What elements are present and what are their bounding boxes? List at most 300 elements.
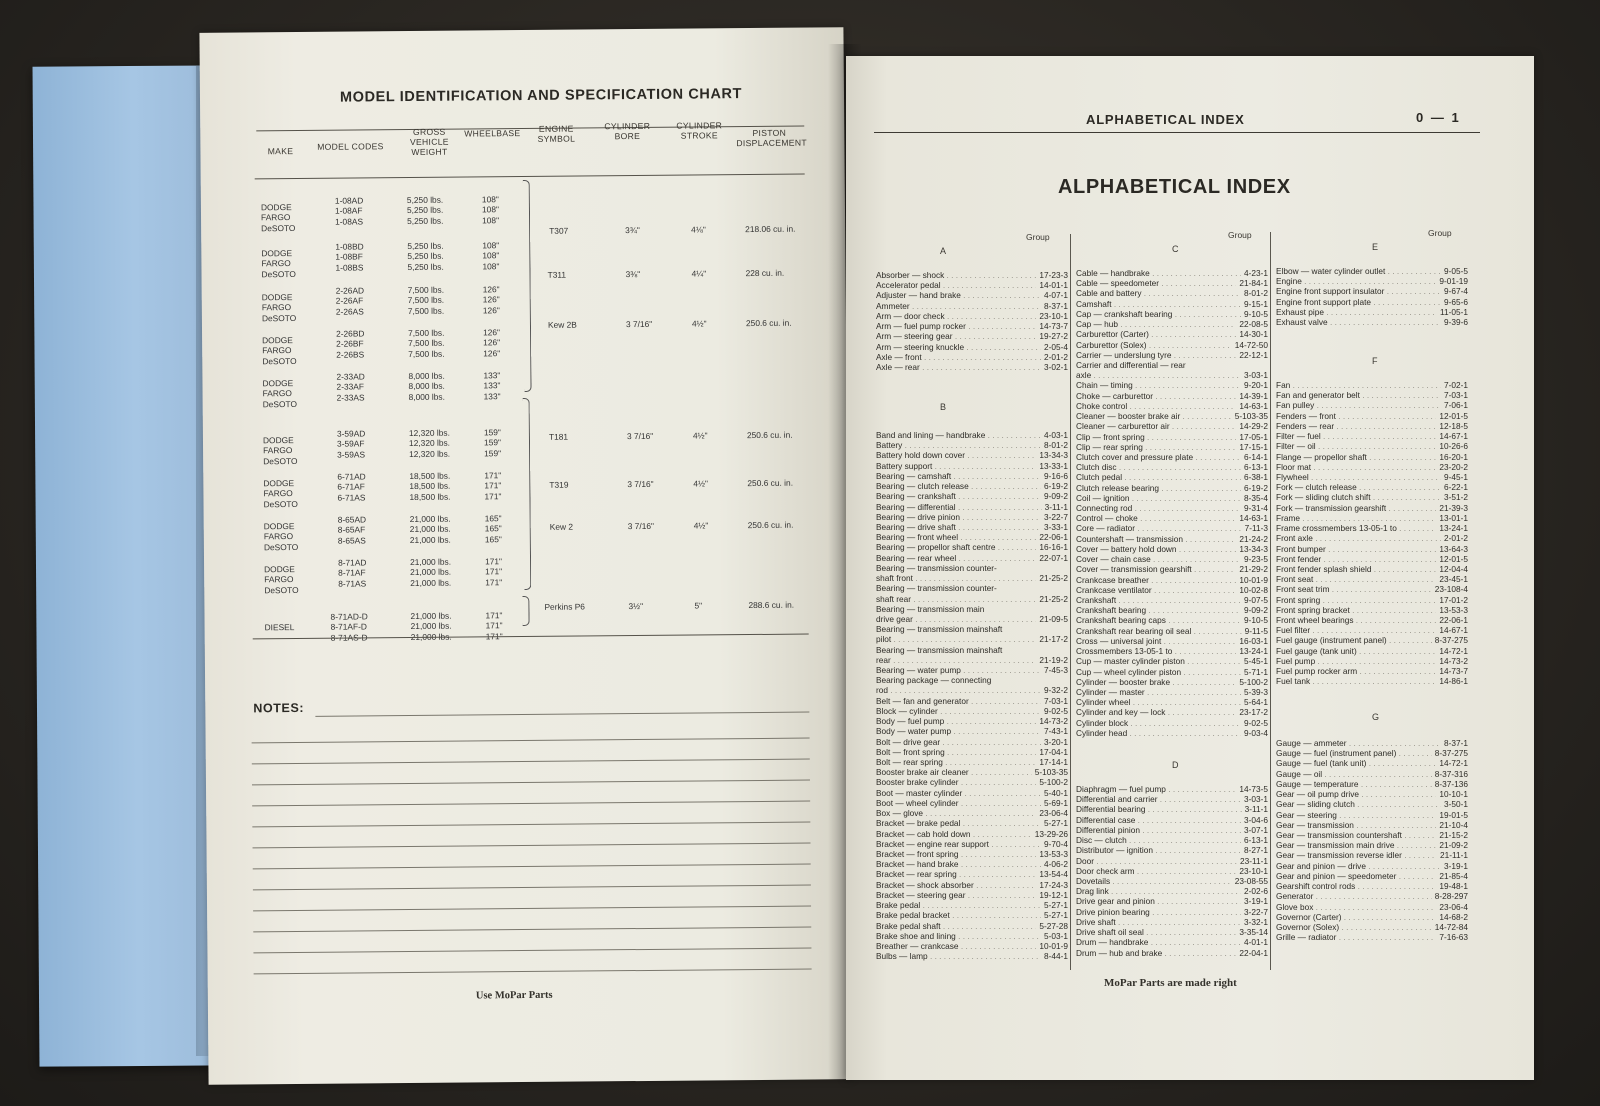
engine-symbol: T181 [548,431,569,442]
entry-subject: Flange — propellor shaft . . . [1276,452,1436,462]
entry-subject: Gauge — fuel (instrument panel) . . . [1276,748,1432,758]
entry-group-code: 8-01-2 [1244,288,1268,299]
make-name: DODGE [260,202,292,213]
index-entry [876,481,1068,491]
entry-group-code: 9-20-1 [1244,380,1268,391]
entry-subject: Carburettor (Solex) . . . [1076,340,1232,350]
entry-subject: Bracket — front spring . . . [876,849,1036,859]
entry-group-code: 5-103-35 [1234,411,1268,422]
section-letter: B [940,402,947,412]
entry-subject: Bearing — drive pinion . . . [876,512,1041,522]
index-entry [1276,317,1468,327]
group-column-heading: Group [1428,228,1452,238]
model-code: 8-71AD-D [330,611,368,622]
entry-subject: Clutch pedal . . . [1076,472,1241,482]
entry-subject: Booster brake cylinder . . . [876,777,1036,787]
model-codes-cell [336,328,406,360]
entry-subject: Bearing package — connecting [876,675,992,686]
index-entry [1076,784,1268,794]
left-footer: Use MoPar Parts [475,989,553,1002]
index-entry [876,716,1068,726]
column-header: MAKE [267,146,294,157]
model-code: 1-08BF [335,251,363,262]
entry-subject: Carburettor (Carter) . . . [1076,329,1236,339]
group-brace [523,180,532,392]
entry-group-code: 7-02-1 [1444,380,1468,390]
model-code: 1-08AF [334,205,363,216]
index-entry [1076,340,1268,350]
index-entry [876,747,1068,757]
entry-group-code: 9-10-5 [1244,308,1268,319]
entry-group-code: 11-05-1 [1440,306,1468,317]
entry-subject: Drum — hub and brake . . . [1076,948,1236,958]
entry-subject: Fuel gauge (tank unit) . . . [1276,646,1436,656]
index-entry [876,757,1068,767]
index-entry [1076,718,1268,728]
model-code: 8-71AF [338,567,366,578]
entry-subject: shaft front . . . [876,573,1036,583]
index-entry [1076,432,1268,442]
entry-subject: Differential case . . . [1076,815,1241,825]
entry-group-code: 21-39-3 [1439,502,1468,513]
entry-subject: Flywheel . . . [1276,472,1441,482]
index-entry [1276,861,1468,871]
entry-group-code: 14-63-1 [1239,513,1268,524]
entry-subject: Frame crossmembers 13-05-1 to . . . [1276,523,1436,533]
entry-subject: Floor mat . . . [1276,462,1436,472]
index-entry [1076,937,1268,947]
index-entry [876,634,1068,644]
index-entry [876,726,1068,736]
index-entry [1276,789,1468,799]
entry-group-code: 9-02-5 [1244,717,1268,728]
entry-subject: Choke control . . . [1076,401,1236,411]
entry-subject: Cylinder head . . . [1076,728,1241,738]
index-entry [1276,799,1468,809]
entry-subject: Cylinder and key — lock . . . [1076,707,1236,717]
index-column [1076,56,1268,956]
index-entry [1076,677,1268,687]
index-entry [1276,830,1468,840]
entry-group-code: 13-33-1 [1039,460,1068,471]
make-name: FARGO [262,388,292,399]
entry-group-code: 8-37-136 [1434,778,1468,789]
entry-group-code: 3-07-1 [1244,824,1268,835]
gross-weight: 12,320 lbs. [408,427,450,439]
index-entry [1276,503,1468,513]
index-entry [876,321,1068,331]
entry-subject: Core — radiator . . . [1076,523,1242,533]
index-entry [876,352,1068,362]
wheelbase-value: 171" [485,620,503,631]
model-code: 8-65AS [337,534,366,546]
make-name: DODGE [262,378,294,389]
entry-group-code: 14-73-7 [1439,666,1468,677]
entry-group-code: 14-63-1 [1239,400,1268,411]
entry-group-code: 4-03-1 [1044,430,1068,440]
index-entry [1076,483,1268,493]
entry-group-code: 14-72-1 [1439,758,1468,769]
engine-symbol: Perkins P6 [544,601,585,612]
entry-group-code: 23-45-1 [1439,574,1468,585]
entry-subject: Gauge — fuel (tank unit) . . . [1276,758,1436,768]
entry-group-code: 14-73-2 [1039,716,1068,727]
index-entry [876,624,1068,634]
entry-subject: Fuel tank . . . [1276,676,1436,686]
index-entry [876,553,1068,563]
entry-group-code: 9-07-5 [1244,595,1268,605]
index-entry [1076,513,1268,523]
gross-weight: 5,250 lbs. [407,261,444,272]
entry-group-code: 3-02-1 [1044,361,1068,372]
entry-subject: pilot . . . [876,634,1036,644]
index-entry [1076,575,1268,585]
index-entry [876,910,1068,920]
entry-group-code: 19-27-2 [1039,331,1068,342]
section-letter: C [1172,244,1179,254]
wheelbase-value: 108" [482,240,500,251]
entry-subject: Crankshaft rear bearing oil seal . . . [1076,626,1242,636]
entry-subject: Body — fuel pump . . . [876,716,1036,726]
entry-group-code: 14-29-2 [1239,421,1268,432]
index-entry [876,563,1068,573]
entry-group-code: 8-28-297 [1434,891,1468,902]
model-code: 3-59AF [336,438,365,449]
make-cell [264,564,314,595]
entry-group-code: 21-10-4 [1439,819,1468,830]
piston-displacement: 250.6 cu. in. [745,317,792,329]
entry-group-code: 3-11-1 [1044,501,1068,512]
index-entry-list [876,270,1068,372]
entry-group-code: 9-02-5 [1044,705,1068,716]
index-entry [876,890,1068,900]
index-entry [876,342,1068,352]
make-cell [263,478,313,509]
entry-subject: Arm — fuel pump rocker . . . [876,321,1036,331]
model-code: 2-33AS [336,391,365,403]
entry-subject: Cable and battery . . . [1076,288,1241,298]
entry-subject: Differential pinion . . . [1076,825,1241,835]
index-entry [876,880,1068,890]
index-entry [1076,626,1268,636]
index-column [1276,56,1468,956]
index-entry [876,522,1068,532]
entry-group-code: 2-02-6 [1244,886,1268,897]
entry-group-code: 13-24-1 [1439,523,1468,534]
index-entry [1076,835,1268,845]
index-entry [876,696,1068,706]
entry-group-code: 5-03-1 [1044,930,1068,941]
entry-group-code: 8-27-1 [1244,845,1268,856]
gross-weight: 7,500 lbs. [408,338,445,349]
entry-subject: Gear — transmission countershaft . . . [1276,830,1436,840]
index-entry [1076,856,1268,866]
entry-subject: Cylinder wheel . . . [1076,697,1241,707]
entry-subject: Cap — crankshaft bearing . . . [1076,309,1241,319]
entry-subject: Drum — handbrake . . . [1076,937,1241,947]
index-entry [876,900,1068,910]
entry-subject: Bearing — clutch release . . . [876,481,1041,491]
entry-group-code: 21-24-2 [1239,533,1268,544]
entry-subject: Bracket — shock absorber . . . [876,880,1036,890]
wheelbase-cell [485,513,521,544]
entry-subject: Accelerator pedal . . . [876,280,1036,290]
entry-subject: Brake pedal . . . [876,900,1041,910]
entry-group-code: 23-17-2 [1239,707,1268,718]
index-entry [1076,667,1268,677]
model-codes-cell [338,514,408,546]
entry-subject: Drive gear and pinion . . . [1076,896,1241,906]
group-column-heading: Group [1228,230,1252,240]
entry-group-code: 21-15-2 [1439,829,1468,840]
entry-group-code: 3-20-1 [1044,736,1068,747]
entry-group-code: 4-07-1 [1044,290,1068,301]
index-entry [1276,472,1468,482]
engine-symbol: T311 [547,269,567,280]
make-cell [265,622,315,633]
wheelbase-value: 171" [485,566,503,577]
index-entry [1276,891,1468,901]
gross-weight: 21,000 lbs. [410,577,452,588]
entry-subject: Cable — handbrake . . . [1076,268,1241,278]
entry-subject: Door check arm . . . [1076,866,1236,876]
index-entry [1276,400,1468,410]
entry-group-code: 13-01-1 [1439,512,1468,523]
entry-group-code: 16-16-1 [1039,542,1068,553]
entry-group-code: 9-65-6 [1444,296,1468,307]
model-code: 1-08AS [335,216,364,227]
entry-subject: Arm — steering gear . . . [876,331,1036,341]
entry-group-code: 9-09-2 [1244,605,1268,616]
gross-weight: 7,500 lbs. [407,295,445,306]
index-entry [876,921,1068,931]
entry-group-code: 3-03-1 [1244,370,1268,381]
index-entry [876,512,1068,522]
index-entry [876,270,1068,280]
make-name: DeSOTO [261,222,296,233]
entry-subject: Bracket — steering gear . . . [876,890,1036,900]
index-entry [876,849,1068,859]
entry-group-code: 21-17-2 [1039,634,1068,645]
entry-subject: Band and lining — handbrake . . . [876,430,1041,440]
index-entry [1276,307,1468,317]
entry-subject: Crankcase ventilator . . . [1076,585,1236,595]
entry-group-code: 5-71-1 [1244,666,1268,677]
index-entry-list [1076,268,1268,738]
entry-group-code: 23-10-1 [1039,310,1068,321]
make-name: DeSOTO [263,541,299,552]
header-rule [255,174,805,180]
entry-subject: Connecting rod . . . [1076,503,1241,513]
model-codes-cell [335,195,405,227]
index-entry [1276,462,1468,472]
entry-subject: Bearing — crankshaft . . . [876,491,1041,501]
piston-displacement: 250.6 cu. in. [747,519,794,531]
index-entry [1076,554,1268,564]
entry-group-code: 22-06-1 [1039,532,1068,543]
wheelbase-value: 126" [483,327,501,338]
note-line [253,927,811,933]
entry-group-code: 22-06-1 [1439,615,1468,626]
entry-subject: Bracket — rear spring . . . [876,869,1036,879]
wheelbase-value: 159" [483,437,502,448]
entry-group-code: 12-01-5 [1439,410,1468,421]
gross-weight: 21,000 lbs. [409,523,451,535]
index-entry [1076,728,1268,738]
entry-subject: Carrier — underslung tyre . . . [1076,350,1236,360]
entry-subject: Crankshaft bearing . . . [1076,605,1241,615]
make-cell [261,202,311,233]
index-entry [1076,442,1268,452]
entry-subject: Drive shaft . . . [1076,917,1241,927]
entry-group-code: 3-50-1 [1444,799,1468,810]
index-entry [876,362,1068,372]
index-entry [1276,820,1468,830]
entry-subject: Clutch disc . . . [1076,462,1241,472]
gross-weight: 7,500 lbs. [408,348,445,359]
index-entry [1076,288,1268,298]
entry-group-code: 6-19-2 [1044,481,1068,492]
index-entry [876,594,1068,604]
wheelbase-value: 126" [482,304,500,315]
entry-subject: Boot — wheel cylinder . . . [876,798,1041,808]
right-page [846,56,1534,1080]
gross-weight: 5,250 lbs. [407,251,444,262]
entry-subject: Clip — front spring . . . [1076,432,1236,442]
entry-group-code: 22-12-1 [1239,349,1268,360]
entry-subject: Bearing — transmission counter- [876,562,997,573]
index-entry [1276,656,1468,666]
model-codes-cell [336,285,406,317]
entry-group-code: 14-68-2 [1439,911,1468,922]
entry-subject: Bolt — drive gear . . . [876,737,1041,747]
entry-group-code: 23-10-1 [1239,865,1268,876]
entry-subject: Crossmembers 13-05-1 to . . . [1076,646,1236,656]
entry-group-code: 10-02-8 [1239,584,1268,595]
index-entry [1276,492,1468,502]
entry-group-code: 5-27-28 [1039,920,1068,931]
entry-subject: Axle — front . . . [876,352,1041,362]
entry-group-code: 5-39-3 [1244,686,1268,697]
entry-group-code: 21-85-4 [1439,870,1468,881]
entry-group-code: 23-08-55 [1234,875,1268,886]
index-entry [1276,411,1468,421]
entry-group-code: 12-01-5 [1439,553,1468,564]
index-entry [1076,411,1268,421]
entry-subject: Front bumper . . . [1276,544,1436,554]
index-column [876,56,1068,962]
index-entry [876,532,1068,542]
index-entry [876,573,1068,583]
entry-group-code: 13-34-3 [1239,543,1268,554]
wheelbase-cell [482,194,518,225]
left-page [199,27,852,1085]
entry-subject: Countershaft — transmission . . . [1076,534,1236,544]
entry-subject: Fenders — front . . . [1276,411,1436,421]
entry-subject: Body — water pump . . . [876,726,1041,736]
cylinder-bore: 3¾" [625,224,640,236]
entry-subject: Engine front support plate . . . [1276,297,1441,307]
make-cell [262,335,312,366]
entry-subject: Filter — oil . . . [1276,441,1436,451]
entry-group-code: 5-64-1 [1244,697,1268,708]
entry-subject: Carrier and differential — rear [1076,359,1186,370]
entry-group-code: 5-103-35 [1034,767,1068,778]
gross-weight: 12,320 lbs. [408,437,451,449]
entry-subject: rear . . . [876,655,1036,665]
index-entry [876,502,1068,512]
entry-group-code: 22-07-1 [1039,552,1068,563]
wheelbase-cell [484,427,520,458]
index-entry [876,941,1068,951]
entry-group-code: 22-04-1 [1239,947,1268,958]
entry-group-code: 10-01-9 [1039,940,1068,951]
entry-subject: Bracket — engine rear support . . . [876,839,1041,849]
entry-subject: Grille — radiator . . . [1276,932,1436,942]
entry-subject: Fuel filter . . . [1276,625,1436,635]
entry-subject: Brake pedal shaft . . . [876,921,1036,931]
entry-subject: Differential and carrier . . . [1076,794,1241,804]
entry-subject: Battery . . . [876,440,1041,450]
entry-subject: Gear and pinion — drive . . . [1276,861,1441,871]
entry-group-code: 13-53-3 [1439,604,1468,615]
index-entry [876,706,1068,716]
index-entry [1276,646,1468,656]
index-entry [876,290,1068,300]
make-name: FARGO [261,302,292,313]
entry-subject: Choke — carburettor . . . [1076,391,1236,401]
entry-subject: Engine . . . [1276,276,1436,286]
cylinder-stroke: 4½" [693,520,709,531]
index-entry [1276,452,1468,462]
entry-subject: Filter — fuel . . . [1276,431,1436,441]
entry-group-code: 5-27-1 [1044,900,1068,911]
wheelbase-value: 108" [481,194,499,205]
wheelbase-cell [484,470,520,501]
index-entry [1276,932,1468,942]
make-name: DODGE [263,521,295,532]
note-line [253,948,811,954]
index-entry [876,430,1068,440]
entry-group-code: 19-01-5 [1439,809,1468,820]
entry-subject: Gear — oil pump drive . . . [1276,789,1436,799]
index-entry [1276,748,1468,758]
entry-group-code: 17-14-1 [1039,757,1068,767]
entry-group-code: 6-13-1 [1244,835,1268,846]
entry-subject: Front seat . . . [1276,574,1436,584]
column-header: MODEL CODES [317,141,384,152]
index-entry [1076,299,1268,309]
entry-group-code: 19-12-1 [1039,889,1068,900]
entry-subject: Distributor — ignition . . . [1076,845,1241,855]
index-entry [1076,896,1268,906]
entry-group-code: 3-33-1 [1044,521,1068,532]
column-header: PISTON DISPLACEMENT [736,127,807,149]
make-name: DODGE [261,292,293,303]
entry-subject: Gear and pinion — speedometer . . . [1276,871,1436,881]
entry-subject: Bearing — transmission mainshaft [876,624,1003,635]
make-name: FARGO [263,531,294,542]
note-line [252,759,810,765]
entry-subject: Cylinder — master . . . [1076,687,1241,697]
index-entry [1276,564,1468,574]
make-name: DODGE [261,248,293,259]
entry-subject: Fan pulley . . . [1276,400,1441,410]
note-line [252,780,810,786]
entry-subject: Fuel pump . . . [1276,656,1436,666]
wheelbase-value: 126" [482,294,500,305]
entry-group-code: 5-45-1 [1244,656,1268,667]
